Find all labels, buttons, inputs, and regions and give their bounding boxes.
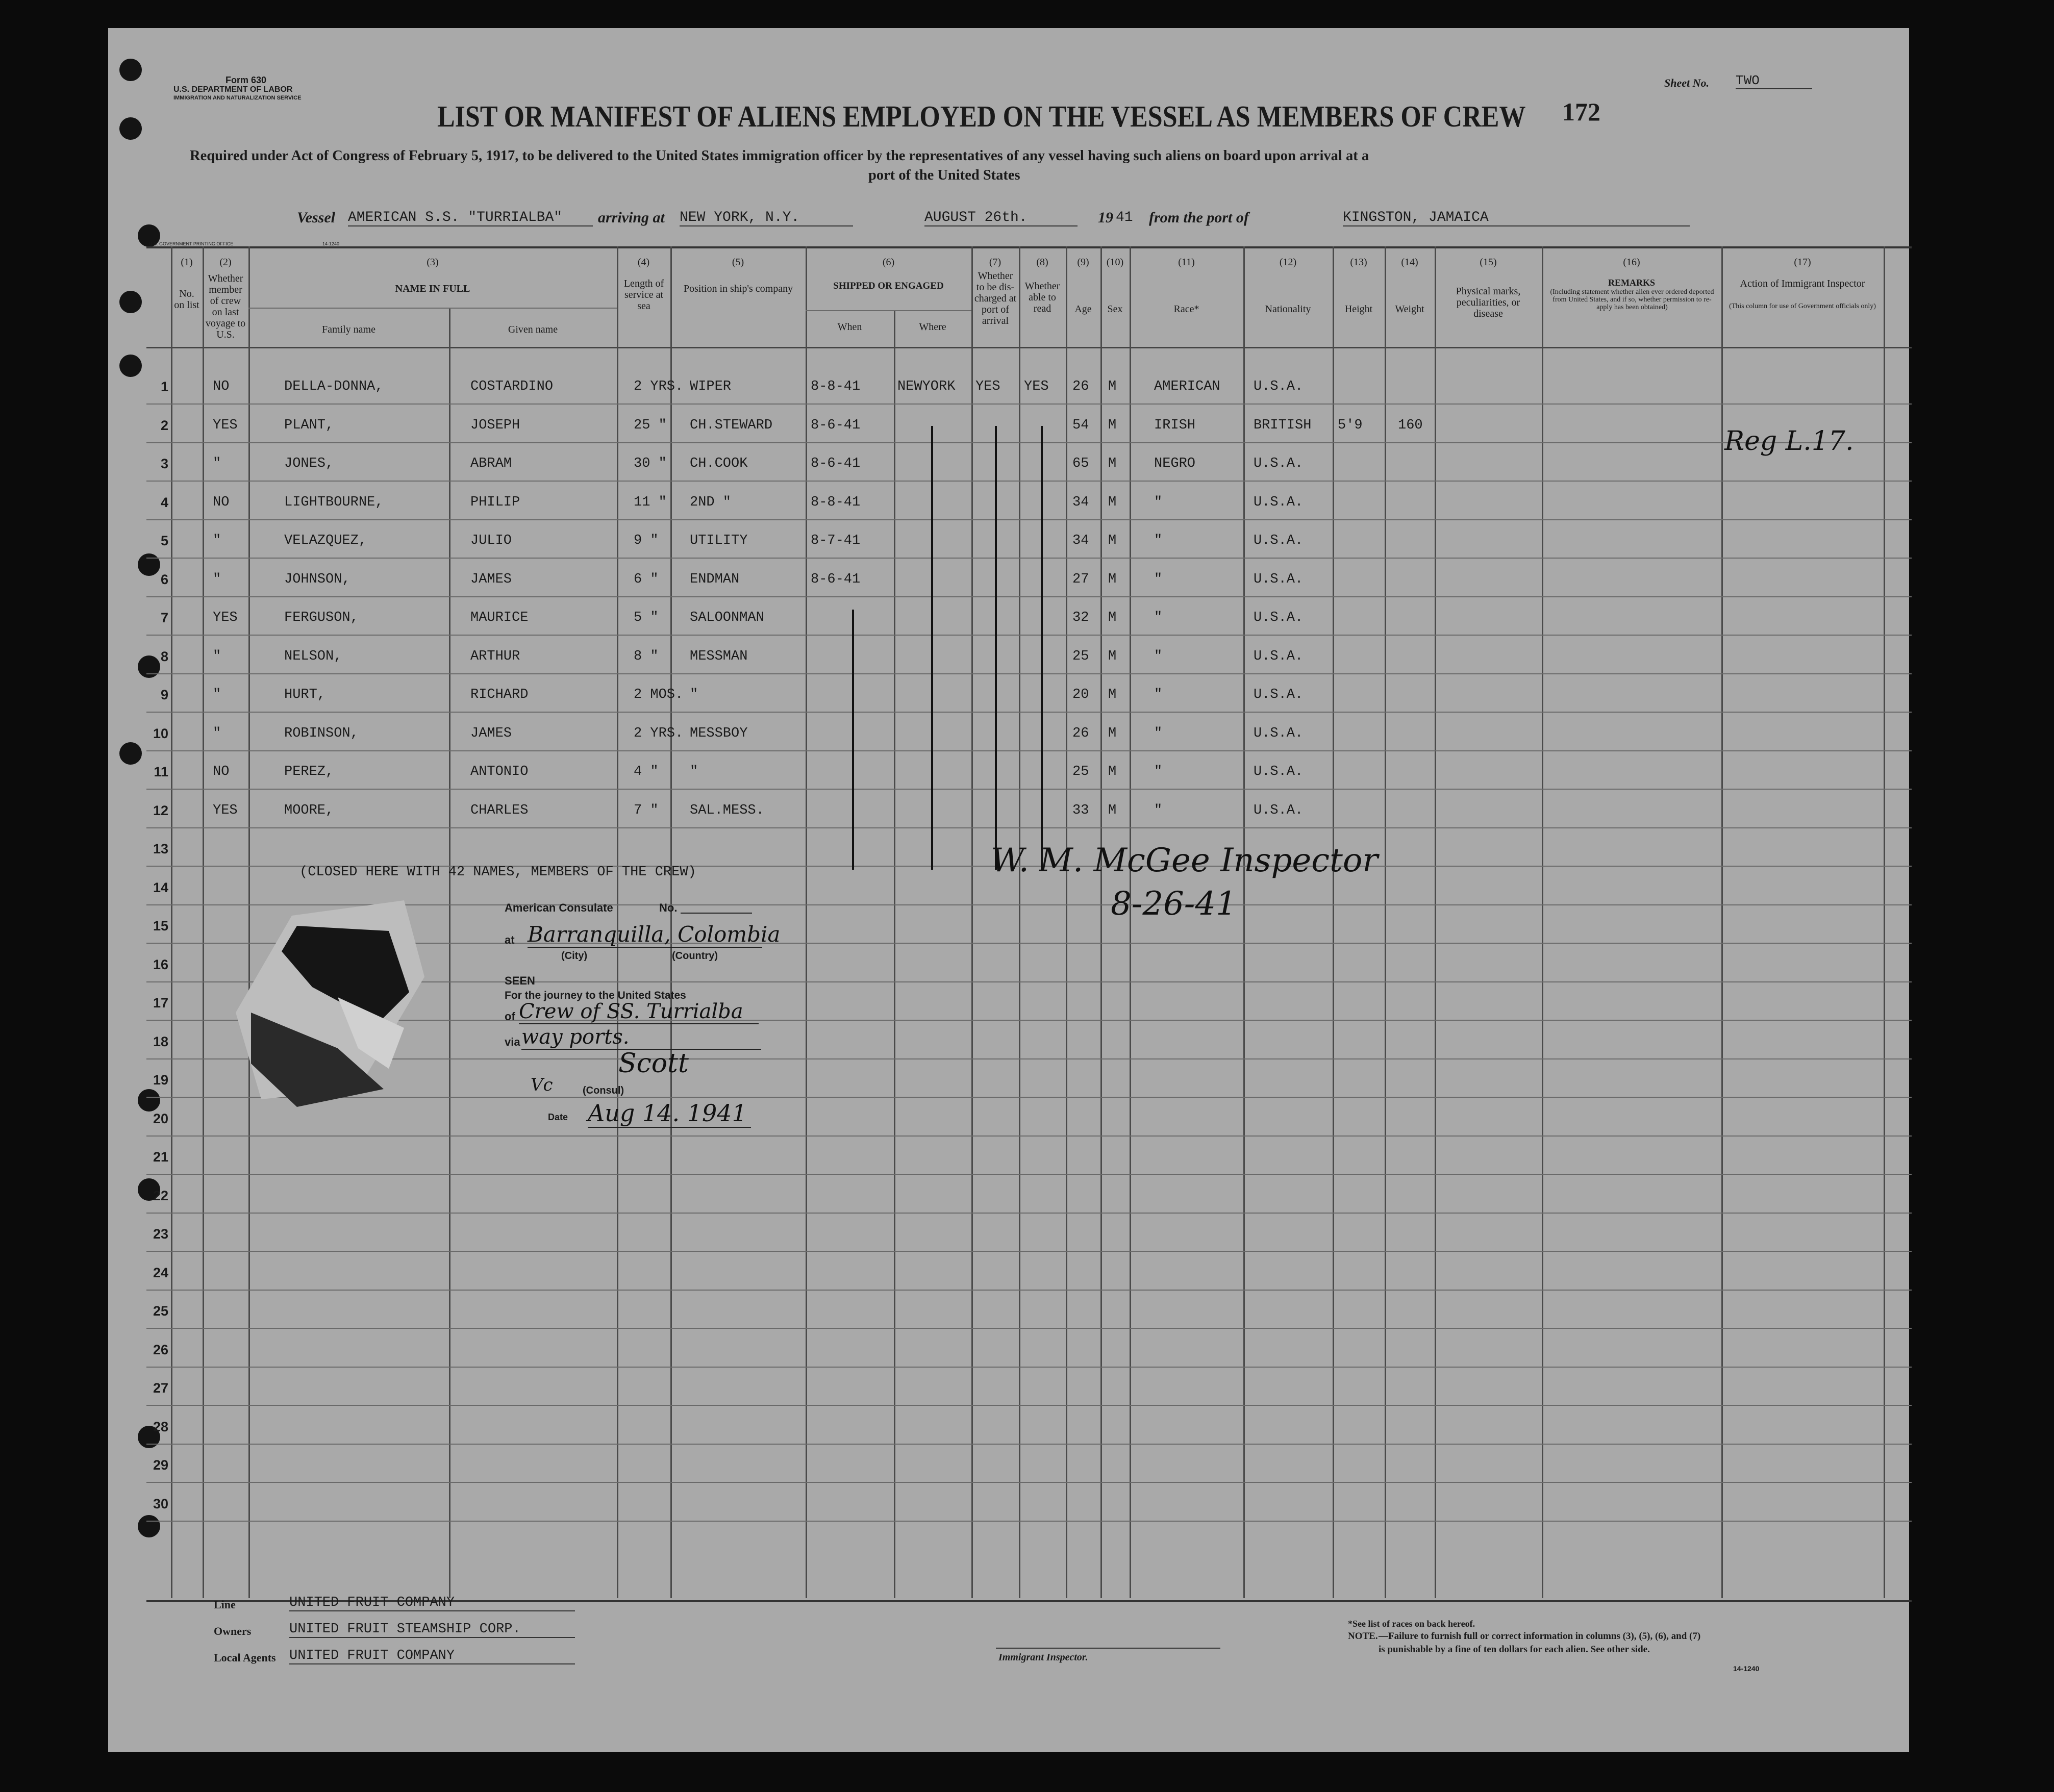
row-line	[146, 750, 1912, 751]
cell-position: UTILITY	[690, 533, 748, 548]
cell-last: YES	[213, 610, 238, 625]
cell-race: AMERICAN	[1154, 379, 1220, 394]
cell-family: MOORE,	[284, 803, 334, 818]
via-value: way ports.	[521, 1025, 761, 1050]
cell-nationality: U.S.A.	[1254, 379, 1304, 394]
closing-statement: (CLOSED HERE WITH 42 NAMES, MEMBERS OF THE CREW)	[299, 865, 696, 880]
cell-sex: M	[1108, 649, 1117, 664]
binder-hole	[119, 355, 142, 377]
country-label: (Country)	[672, 950, 718, 962]
cell-when: 8-7-41	[811, 533, 861, 548]
vessel-label: Vessel	[297, 209, 335, 226]
row-number: 9	[160, 687, 168, 702]
cell-position: 2ND "	[690, 495, 732, 510]
cell-race: "	[1154, 572, 1163, 587]
consul-signature: Scott	[618, 1048, 689, 1079]
cell-position: CH.COOK	[690, 456, 748, 471]
row-line	[146, 1251, 1912, 1252]
row-line	[146, 1444, 1912, 1445]
cell-service: 2 YRS.	[634, 379, 684, 394]
cell-given: JULIO	[470, 533, 512, 548]
inspector-date: 8-26-41	[1111, 885, 1237, 923]
footer-note-line1: —Failure to furnish full or correct information in columns (3), (5), (6), and (7)	[1379, 1631, 1701, 1642]
cell-age: 25	[1072, 764, 1089, 779]
col-header-given: Given name	[508, 324, 558, 335]
crew-value: Crew of SS. Turrialba	[519, 1000, 759, 1024]
footer-line-value: UNITED FRUIT COMPANY	[289, 1595, 575, 1611]
cell-sex: M	[1108, 764, 1117, 779]
footer-line-label: Line	[214, 1598, 236, 1611]
cell-service: 2 YRS.	[634, 726, 684, 741]
consulate-at-label: at	[505, 933, 515, 946]
cell-age: 26	[1072, 379, 1089, 394]
cell-last: NO	[213, 764, 230, 779]
cell-race: "	[1154, 495, 1163, 510]
row-number: 11	[154, 764, 168, 779]
cell-family: ROBINSON,	[284, 726, 359, 741]
col-header-age: Age	[1074, 304, 1092, 315]
cell-age: 26	[1072, 726, 1089, 741]
column-number: (5)	[732, 257, 744, 268]
ditto-stroke	[1041, 426, 1043, 870]
ditto-stroke	[931, 426, 933, 870]
cell-position: ENDMAN	[690, 572, 740, 587]
consulate-heading: American Consulate	[505, 901, 613, 914]
cell-last: NO	[213, 379, 230, 394]
cell-position: SALOONMAN	[690, 610, 764, 625]
column-number: (11)	[1178, 257, 1195, 268]
col-header-discharged: Whether to be dis-charged at port of arrival	[974, 270, 1017, 326]
row-line	[146, 596, 1912, 597]
cell-last: YES	[213, 803, 238, 818]
col-header-when: When	[837, 321, 862, 333]
row-line	[146, 673, 1912, 674]
cell-sex: M	[1108, 572, 1117, 587]
cell-race: NEGRO	[1154, 456, 1196, 471]
cell-sex: M	[1108, 495, 1117, 510]
page-number: 172	[1562, 97, 1600, 126]
cell-service: 11 "	[634, 495, 667, 510]
column-number: (13)	[1350, 257, 1367, 268]
column-number: (9)	[1077, 257, 1089, 268]
row-line	[146, 1290, 1912, 1291]
crew-label: of	[505, 1010, 515, 1023]
cell-family: LIGHTBOURNE,	[284, 495, 384, 510]
row-number: 5	[160, 533, 168, 548]
cell-age: 34	[1072, 533, 1089, 548]
cell-family: PLANT,	[284, 418, 334, 433]
row-number: 28	[153, 1419, 168, 1434]
cell-last: "	[213, 687, 221, 702]
cell-service: 2 MOS.	[634, 687, 684, 702]
consulate-location: Barranquilla, Colombia	[528, 922, 781, 947]
cell-last: "	[213, 456, 221, 471]
cell-age: 34	[1072, 495, 1089, 510]
consul-label: (Consul)	[583, 1085, 624, 1096]
col-header-where: Where	[919, 321, 946, 333]
arrival-year: 41	[1116, 210, 1133, 225]
cell-nationality: U.S.A.	[1254, 764, 1304, 779]
cell-race: "	[1154, 610, 1163, 625]
footer-agents-value: UNITED FRUIT COMPANY	[289, 1648, 575, 1664]
row-number: 17	[153, 995, 168, 1011]
cell-service: 30 "	[634, 456, 667, 471]
cell-service: 6 "	[634, 572, 659, 587]
cell-service: 9 "	[634, 533, 659, 548]
row-line	[146, 558, 1912, 559]
cell-last: NO	[213, 495, 230, 510]
cell-given: COSTARDINO	[470, 379, 554, 394]
col-header-sex: Sex	[1107, 304, 1123, 315]
row-line	[146, 1405, 1912, 1406]
column-number: (10)	[1106, 257, 1124, 268]
page-title: LIST OR MANIFEST OF ALIENS EMPLOYED ON THE VESSEL AS MEMBERS OF CREW	[437, 100, 1526, 134]
column-number: (3)	[427, 257, 439, 268]
row-number: 29	[153, 1457, 168, 1473]
row-number: 16	[153, 957, 168, 972]
cell-age: 54	[1072, 418, 1089, 433]
cell-nationality: U.S.A.	[1254, 495, 1304, 510]
cell-sex: M	[1108, 456, 1117, 471]
cell-service: 5 "	[634, 610, 659, 625]
row-number: 4	[160, 495, 168, 510]
column-number: (7)	[989, 257, 1001, 268]
cell-service: 25 "	[634, 418, 667, 433]
consul-vc: Vc	[531, 1075, 553, 1095]
column-number: (6)	[882, 257, 895, 268]
printing-code: 14-1240	[322, 241, 340, 246]
cell-given: MAURICE	[470, 610, 529, 625]
footer-note-label: NOTE.	[1348, 1631, 1378, 1642]
cell-given: PHILIP	[470, 495, 520, 510]
cell-sex: M	[1108, 533, 1117, 548]
binder-hole	[119, 59, 142, 81]
row-line	[146, 1482, 1912, 1483]
form-number: Form 630	[226, 75, 267, 85]
cell-when: 8-8-41	[811, 495, 861, 510]
subtitle-line2: port of the United States	[868, 167, 1020, 183]
row-line	[146, 481, 1912, 482]
via-label: via	[505, 1036, 520, 1048]
row-line	[146, 1367, 1912, 1368]
row-number: 23	[153, 1226, 168, 1242]
row-line	[146, 827, 1912, 828]
binder-hole	[119, 291, 142, 313]
footer-owners-value: UNITED FRUIT STEAMSHIP CORP.	[289, 1622, 575, 1638]
cell-position: "	[690, 764, 698, 779]
col-header-no: No. on list	[174, 288, 199, 311]
col-header-nationality: Nationality	[1265, 304, 1311, 315]
vessel-name: AMERICAN S.S. "TURRIALBA"	[348, 210, 593, 226]
col-header-race: Race*	[1173, 304, 1199, 315]
cell-race: "	[1154, 726, 1163, 741]
subtitle-line1: Required under Act of Congress of February 5, 1917, to be delivered to the United States immigration officer by the representatives of any vessel having such aliens on board upon arrival at a	[190, 148, 1369, 164]
footer-note-line2: is punishable by a fine of ten dollars for each alien. See other side.	[1379, 1644, 1650, 1655]
cell-weight: 160	[1398, 418, 1423, 433]
cell-family: FERGUSON,	[284, 610, 359, 625]
col-header-weight: Weight	[1395, 304, 1424, 315]
row-number: 13	[153, 841, 168, 856]
seen-label: SEEN	[505, 974, 535, 987]
cell-sex: M	[1108, 726, 1117, 741]
cell-sex: M	[1108, 687, 1117, 702]
printing-note: U.S. GOVERNMENT PRINTING OFFICE	[149, 241, 234, 246]
row-line	[146, 519, 1912, 520]
row-line	[146, 1521, 1912, 1522]
col-header-position: Position in ship's company	[683, 283, 793, 294]
row-number: 22	[153, 1188, 168, 1203]
row-number: 21	[153, 1149, 168, 1165]
service-name: IMMIGRATION AND NATURALIZATION SERVICE	[173, 95, 302, 101]
row-line	[146, 1328, 1912, 1329]
cell-sex: M	[1108, 610, 1117, 625]
date-label: Date	[548, 1112, 568, 1122]
cell-where: NEWYORK	[897, 379, 956, 394]
city-label: (City)	[561, 950, 588, 962]
row-number: 26	[153, 1342, 168, 1357]
cell-nationality: U.S.A.	[1254, 726, 1304, 741]
col-header-action-note: (This column for use of Government officials only)	[1729, 302, 1876, 310]
consul-date: Aug 14. 1941	[588, 1099, 751, 1128]
cell-sex: M	[1108, 803, 1117, 818]
cell-race: IRISH	[1154, 418, 1196, 433]
cell-nationality: U.S.A.	[1254, 803, 1304, 818]
cell-when: 8-6-41	[811, 456, 861, 471]
cell-discharged: YES	[975, 379, 1000, 394]
cell-nationality: U.S.A.	[1254, 610, 1304, 625]
cell-nationality: BRITISH	[1254, 418, 1312, 433]
cell-last: YES	[213, 418, 238, 433]
inspector-signature: W. M. McGee Inspector	[991, 842, 1378, 879]
row-number: 24	[153, 1265, 168, 1280]
row-number: 1	[160, 379, 168, 394]
cell-race: "	[1154, 803, 1163, 818]
cell-service: 8 "	[634, 649, 659, 664]
from-label: from the port of	[1149, 209, 1249, 226]
cell-position: SAL.MESS.	[690, 803, 764, 818]
footer-form-code: 14-1240	[1733, 1664, 1760, 1673]
cell-race: "	[1154, 533, 1163, 548]
cell-given: CHARLES	[470, 803, 529, 818]
cell-race: "	[1154, 764, 1163, 779]
column-number: (2)	[219, 257, 232, 268]
consulate-no-label: No.	[659, 901, 678, 914]
footer-owners-label: Owners	[214, 1625, 252, 1637]
ditto-stroke	[852, 610, 854, 870]
row-number: 15	[153, 918, 168, 933]
binder-hole	[119, 117, 142, 140]
cell-family: DELLA-DONNA,	[284, 379, 384, 394]
cell-position: MESSBOY	[690, 726, 748, 741]
cell-sex: M	[1108, 418, 1117, 433]
cell-family: VELAZQUEZ,	[284, 533, 367, 548]
col-header-shipped: SHIPPED OR ENGAGED	[833, 281, 944, 291]
row-number: 14	[153, 880, 168, 895]
cell-age: 25	[1072, 649, 1089, 664]
col-header-remarks-note: (Including statement whether alien ever ordered deported from United States, and if so, whether permission to re-apply has been obtained)	[1550, 288, 1714, 311]
from-port: KINGSTON, JAMAICA	[1343, 210, 1690, 226]
header-divider	[146, 347, 1912, 348]
column-number: (8)	[1036, 257, 1048, 268]
row-line	[146, 712, 1912, 713]
cell-sex: M	[1108, 379, 1117, 394]
cell-nationality: U.S.A.	[1254, 687, 1304, 702]
cell-last: "	[213, 726, 221, 741]
department: U.S. DEPARTMENT OF LABOR	[173, 85, 293, 94]
cell-family: JONES,	[284, 456, 334, 471]
sheet-number: TWO	[1736, 73, 1812, 89]
row-line	[146, 442, 1912, 443]
row-line	[146, 789, 1912, 790]
footer-races-note: *See list of races on back hereof.	[1348, 1619, 1475, 1629]
cell-age: 27	[1072, 572, 1089, 587]
sheet-label: Sheet No.	[1664, 77, 1709, 89]
col-header-physical: Physical marks, peculiarities, or disease	[1456, 286, 1521, 319]
column-number: (14)	[1401, 257, 1418, 268]
col-header-family: Family name	[322, 324, 375, 335]
row-number: 3	[160, 456, 168, 471]
cell-race: "	[1154, 649, 1163, 664]
row-number: 7	[160, 610, 168, 625]
row-number: 10	[153, 726, 168, 741]
cell-position: CH.STEWARD	[690, 418, 773, 433]
cell-last: "	[213, 649, 221, 664]
cell-given: ARTHUR	[470, 649, 520, 664]
cell-nationality: U.S.A.	[1254, 572, 1304, 587]
col-header-name: NAME IN FULL	[395, 283, 470, 294]
col-header-height: Height	[1344, 304, 1373, 315]
cell-given: RICHARD	[470, 687, 529, 702]
cell-age: 32	[1072, 610, 1089, 625]
row-line	[146, 635, 1912, 636]
column-number: (1)	[181, 257, 193, 268]
cell-when: 8-6-41	[811, 418, 861, 433]
column-number: (16)	[1623, 257, 1640, 268]
year-prefix: 19	[1098, 209, 1113, 226]
cell-last: "	[213, 572, 221, 587]
cell-position: WIPER	[690, 379, 732, 394]
cell-race: "	[1154, 687, 1163, 702]
manifest-sheet	[108, 28, 1909, 1752]
cell-height: 5'9	[1338, 418, 1363, 433]
row-number: 19	[153, 1072, 168, 1088]
cell-age: 20	[1072, 687, 1089, 702]
binder-hole	[119, 742, 142, 765]
column-number: (17)	[1794, 257, 1811, 268]
cell-family: JOHNSON,	[284, 572, 350, 587]
row-number: 18	[153, 1034, 168, 1049]
column-number: (15)	[1480, 257, 1497, 268]
row-number: 2	[160, 418, 168, 433]
row-number: 12	[153, 803, 168, 818]
row-number: 27	[153, 1380, 168, 1396]
cell-family: HURT,	[284, 687, 326, 702]
cell-age: 33	[1072, 803, 1089, 818]
cell-when: 8-6-41	[811, 572, 861, 587]
row-line	[146, 403, 1912, 405]
cell-last: "	[213, 533, 221, 548]
cell-age: 65	[1072, 456, 1089, 471]
column-number: (4)	[637, 257, 650, 268]
row-number: 20	[153, 1111, 168, 1126]
arriving-label: arriving at	[598, 209, 665, 226]
cell-family: NELSON,	[284, 649, 342, 664]
col-header-service: Length of service at sea	[623, 278, 664, 312]
consular-seal	[236, 895, 430, 1115]
row-line	[146, 1174, 1912, 1175]
cell-read: YES	[1024, 379, 1049, 394]
col-header-remarks: REMARKS	[1608, 277, 1655, 288]
cell-when: 8-8-41	[811, 379, 861, 394]
column-number: (12)	[1279, 257, 1297, 268]
row-number: 8	[160, 649, 168, 664]
row-number: 6	[160, 572, 168, 587]
remark-reg: Reg L.17.	[1724, 426, 1854, 457]
col-header-read: Whether able to read	[1024, 281, 1060, 314]
row-number: 30	[153, 1496, 168, 1511]
arrival-date: AUGUST 26th.	[924, 210, 1078, 226]
cell-nationality: U.S.A.	[1254, 533, 1304, 548]
row-line	[146, 1213, 1912, 1214]
arriving-port: NEW YORK, N.Y.	[680, 210, 853, 226]
cell-position: "	[690, 687, 698, 702]
ditto-stroke	[995, 426, 997, 870]
cell-nationality: U.S.A.	[1254, 649, 1304, 664]
cell-service: 4 "	[634, 764, 659, 779]
col-header-last-voyage: Whether member of crew on last voyage to U.S.	[205, 273, 246, 340]
cell-nationality: U.S.A.	[1254, 456, 1304, 471]
row-number: 25	[153, 1303, 168, 1319]
footer-inspector-label: Immigrant Inspector.	[998, 1652, 1088, 1663]
cell-given: JAMES	[470, 572, 512, 587]
cell-given: JOSEPH	[470, 418, 520, 433]
row-line	[146, 1135, 1912, 1137]
footer-agents-label: Local Agents	[214, 1651, 276, 1664]
journey-label: For the journey to the United States	[505, 990, 686, 1001]
cell-given: ABRAM	[470, 456, 512, 471]
cell-family: PEREZ,	[284, 764, 334, 779]
col-header-action: Action of Immigrant Inspector	[1740, 278, 1865, 289]
cell-given: ANTONIO	[470, 764, 529, 779]
cell-given: JAMES	[470, 726, 512, 741]
cell-position: MESSMAN	[690, 649, 748, 664]
cell-service: 7 "	[634, 803, 659, 818]
